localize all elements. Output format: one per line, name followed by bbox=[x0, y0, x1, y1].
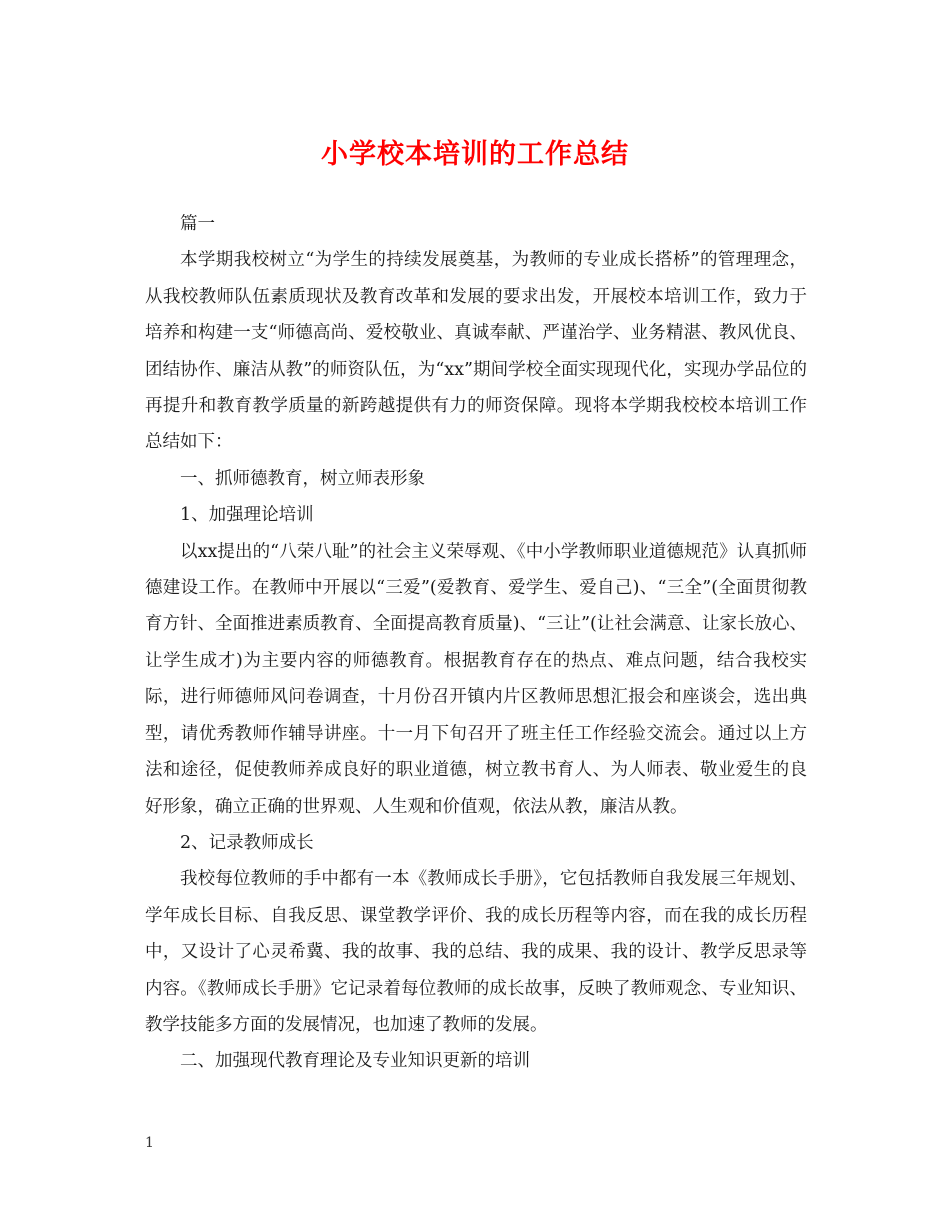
intro-paragraph: 本学期我校树立“为学生的持续发展奠基，为教师的专业成长搭桥”的管理理念，从我校教师队伍素质现状及教育改革和发展的要求出发，开展校本培训工作，致力于培养和构建一支“师德高尚、爱校敬业、真诚奉献、严谨治学、业务精湛、教风优良、团结协作、廉洁从教”的师资队伍，为“xx”期间学校全面实现现代化，实现办学品位的再提升和教育教学质量的新跨越提供有力的师资保障。现将本学期我校校本培训工作总结如下： bbox=[145, 250, 807, 453]
heading-two: 二、加强现代教育理论及专业知识更新的培训 bbox=[180, 1051, 530, 1072]
page-number: 1 bbox=[145, 1135, 154, 1151]
paragraph-theory: 以xx提出的“八荣八耻”的社会主义荣辱观、《中小学教师职业道德规范》认真抓师德建设工作。在教师中开展以“三爱”(爱教育、爱学生、爱自己)、“三全”(全面贯彻教育方针、全面推进素质教育、全面提高教育质量)、“三让”(让社会满意、让家长放心、让学生成才)为主要内容的师德教育。根据教育存在的热点、难点问题，结合我校实际，进行师德师风问卷调查，十月份召开镇内片区教师思想汇报会和座谈会，选出典型，请优秀教师作辅导讲座。十一月下旬召开了班主任工作经验交流会。通过以上方法和途径，促使教师养成良好的职业道德，树立教书育人、为人师表、敬业爱生的良好形象，确立正确的世界观、人生观和价值观，依法从教，廉洁从教。 bbox=[145, 541, 807, 817]
document-title: 小学校本培训的工作总结 bbox=[321, 139, 629, 170]
paragraph-growth: 我校每位教师的手中都有一本《教师成长手册》，它包括教师自我发展三年规划、学年成长目标、自我反思、课堂教学评价、我的成长历程等内容，而在我的成长历程中，又设计了心灵希冀、我的故事、我的总结、我的成果、我的设计、教学反思录等内容。《教师成长手册》它记录着每位教师的成长故事，反映了教师观念、专业知识、教学技能多方面的发展情况，也加速了教师的发展。 bbox=[145, 869, 807, 1035]
document-body bbox=[145, 206, 807, 1080]
subheading-1: 1、加强理论培训 bbox=[180, 505, 314, 526]
subheading-2: 2、记录教师成长 bbox=[180, 832, 314, 853]
section-label: 篇一 bbox=[180, 214, 215, 234]
heading-one: 一、抓师德教育，树立师表形象 bbox=[180, 468, 425, 489]
